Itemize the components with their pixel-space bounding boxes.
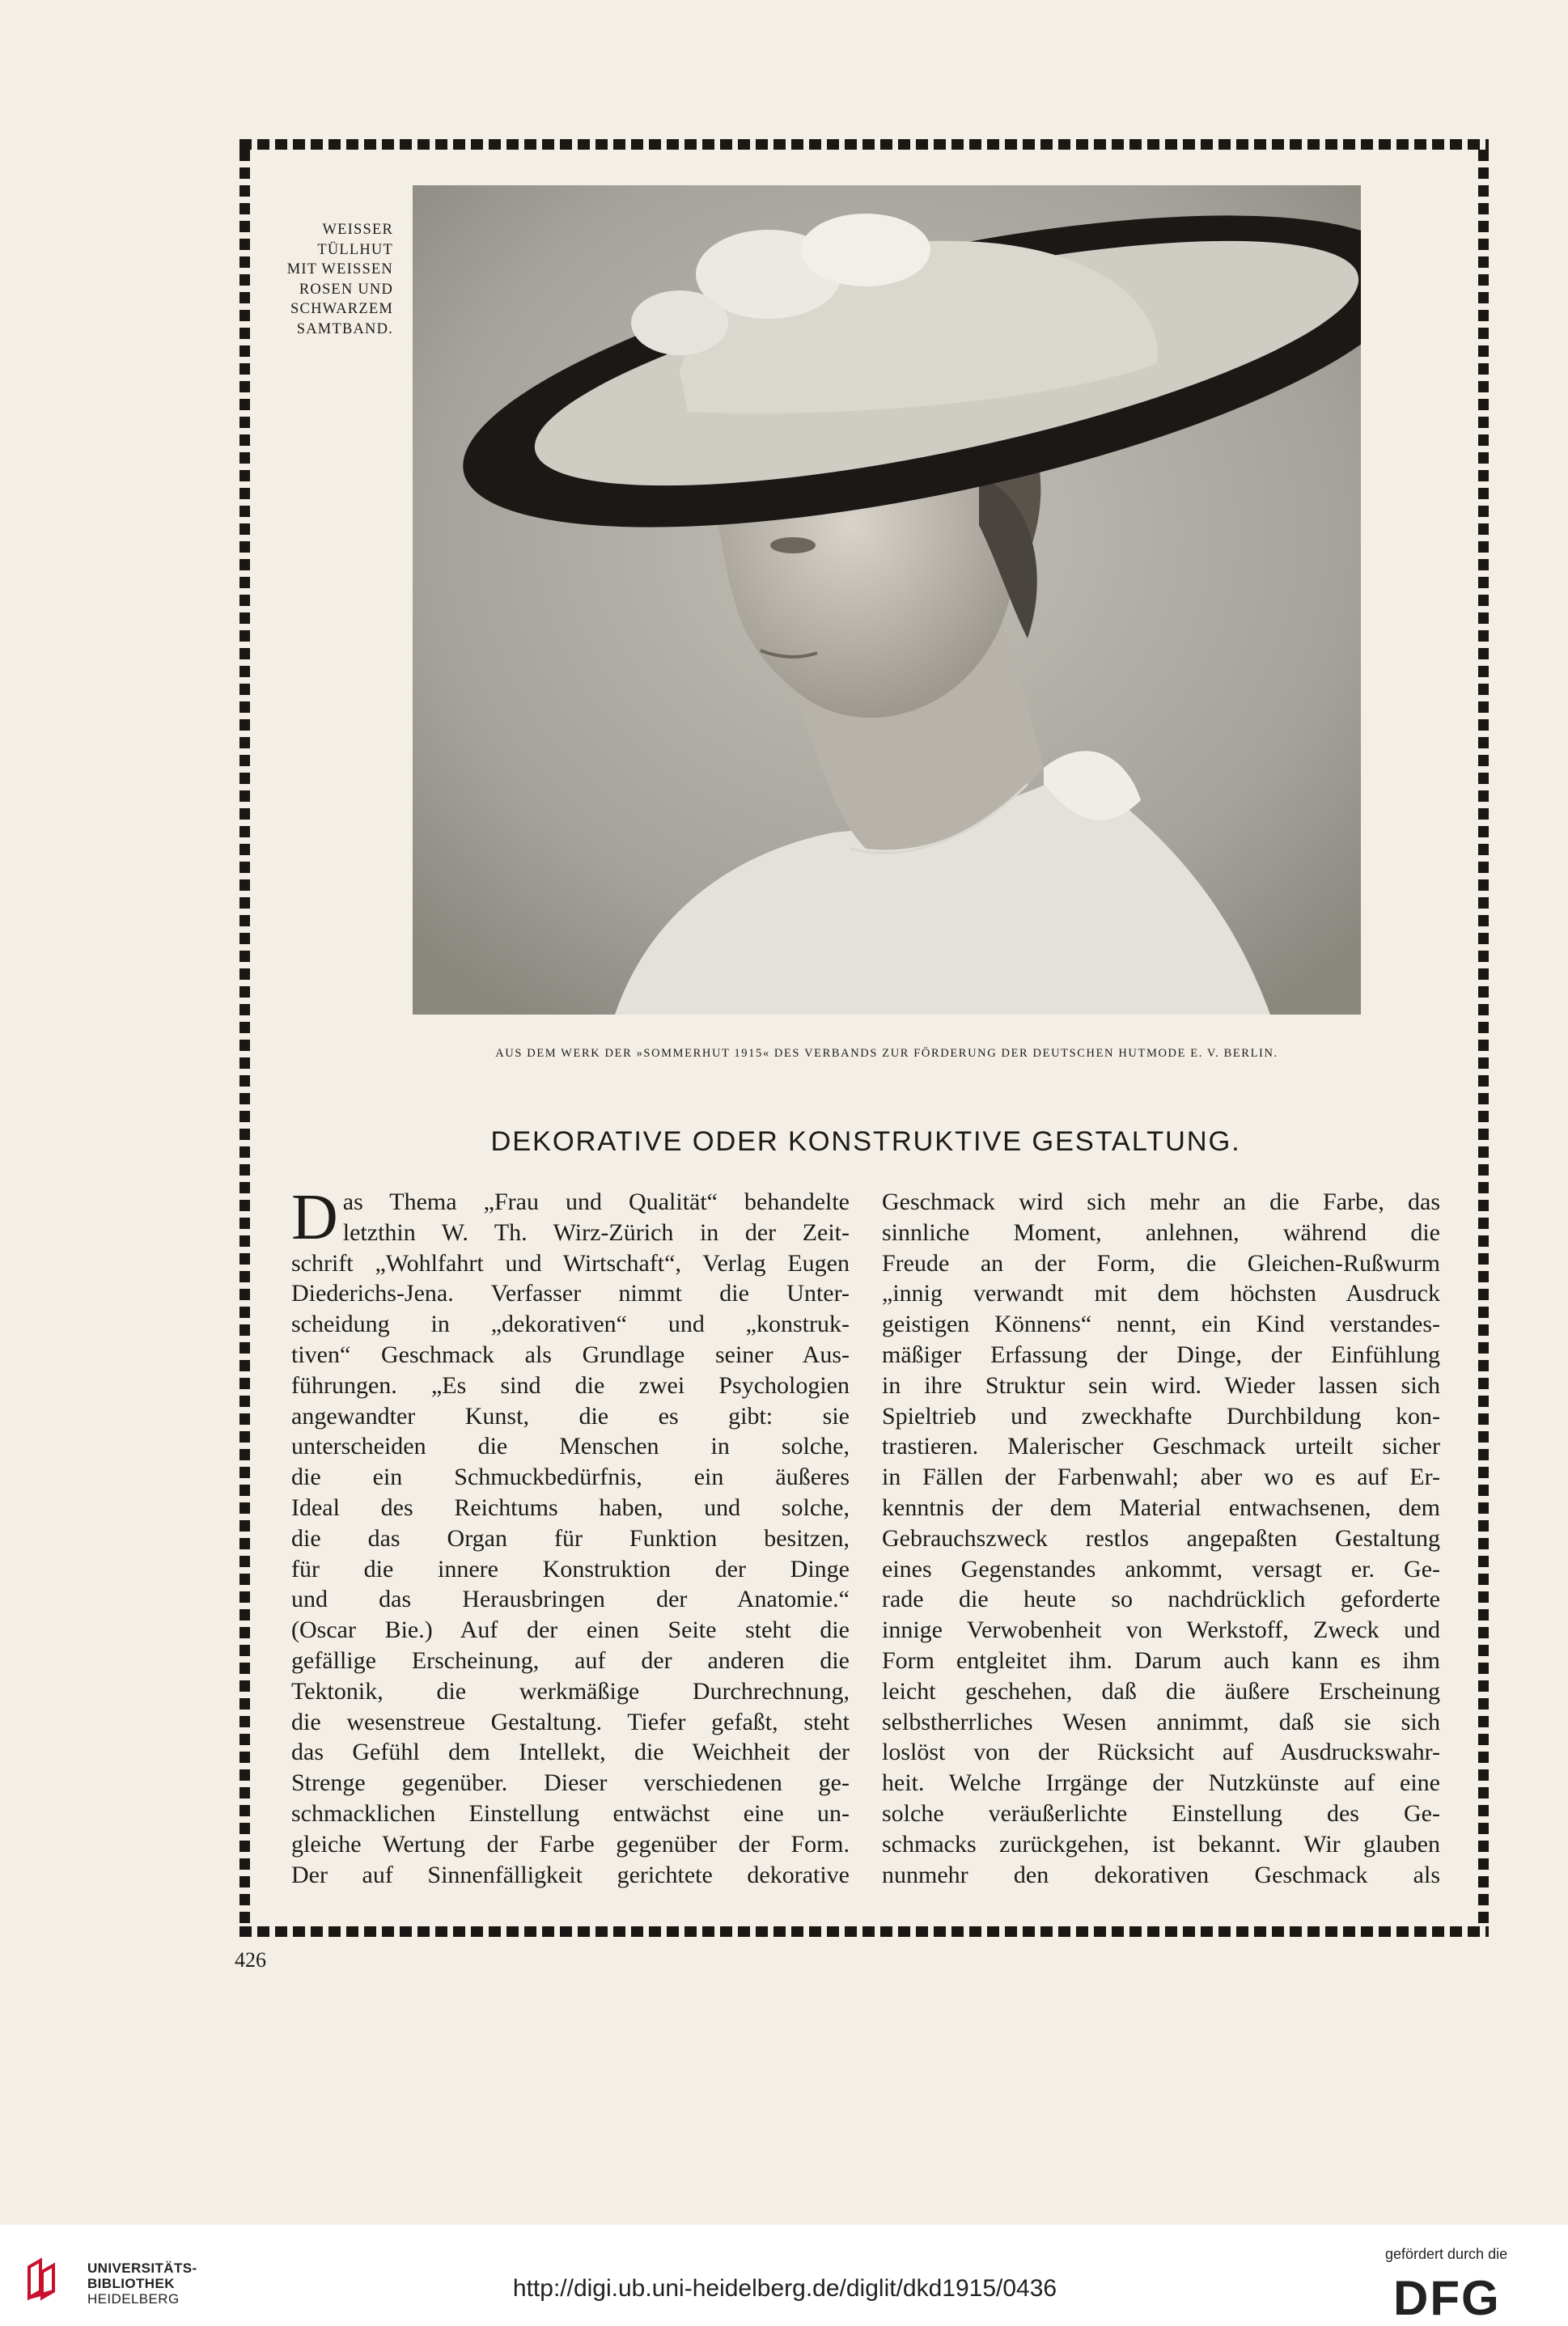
portrait-photo — [413, 185, 1361, 1015]
text-line: Ideal des Reichtums haben, und solche, — [291, 1493, 850, 1521]
text-line: mäßiger Erfassung der Dinge, der Einfühlung — [882, 1341, 1440, 1368]
text-line: Freude an der Form, die Gleichen-Rußwurm — [882, 1249, 1440, 1277]
text-line: Diederichs-Jena. Verfasser nimmt die Unter- — [291, 1280, 850, 1307]
source-url-link[interactable]: http://digi.ub.uni-heidelberg.de/diglit/dkd1915/0436 — [512, 2275, 1057, 2302]
text-line: schmacks zurückgehen, ist bekannt. Wir glauben — [882, 1830, 1440, 1858]
footer-bar — [0, 2225, 1568, 2324]
page-number: 426 — [235, 1948, 266, 1972]
text-line: selbstherrliches Wesen annimmt, daß sie sich — [882, 1708, 1440, 1735]
text-line: schrift „Wohlfahrt und Wirtschaft“, Verlag Eugen — [291, 1249, 850, 1277]
drop-cap: D — [291, 1182, 338, 1253]
text-line: die ein Schmuckbedürfnis, ein äußeres — [291, 1464, 850, 1491]
library-name — [87, 2260, 197, 2307]
decorative-border-top — [239, 139, 1489, 150]
text-line: das Gefühl dem Intellekt, die Weichheit der — [291, 1739, 850, 1766]
decorative-border-bottom — [239, 1926, 1489, 1937]
text-line: Tektonik, die werkmäßige Durchrechnung, — [291, 1677, 850, 1705]
side-caption-line: ROSEN UND — [299, 281, 393, 298]
dfg-logo: DFG — [1393, 2271, 1501, 2325]
text-line: für die innere Konstruktion der Dinge — [291, 1555, 850, 1582]
text-line: geistigen Könnens“ nennt, ein Kind verstandes- — [882, 1311, 1440, 1338]
photo-side-caption — [257, 220, 393, 340]
text-line: die wesenstreue Gestaltung. Tiefer gefaßt, steht — [291, 1708, 850, 1735]
text-line: kenntnis der dem Material entwachsenen, dem — [882, 1493, 1440, 1521]
text-line: tiven“ Geschmack als Grundlage seiner Aus- — [291, 1341, 850, 1368]
text-line: unterscheiden die Menschen in solche, — [291, 1433, 850, 1460]
article-title: DEKORATIVE ODER KONSTRUKTIVE GESTALTUNG. — [490, 1126, 1241, 1157]
text-line: heit. Welche Irrgänge der Nutzkünste auf eine — [882, 1769, 1440, 1797]
text-line: und das Herausbringen der Anatomie.“ — [291, 1586, 850, 1613]
text-line: letzthin W. Th. Wirz-Zürich in der Zeit- — [342, 1218, 850, 1246]
text-line: innige Verwobenheit von Werkstoff, Zweck und — [882, 1616, 1440, 1644]
side-caption-line: SAMTBAND. — [296, 320, 393, 337]
text-column-right — [882, 1187, 1440, 1890]
text-line: führungen. „Es sind die zwei Psychologien — [291, 1371, 850, 1399]
text-line: gefällige Erscheinung, auf der anderen die — [291, 1646, 850, 1674]
text-line: gleiche Wertung der Farbe gegenüber der Form. — [291, 1830, 850, 1858]
text-line: Gebrauchszweck restlos angepaßten Gestaltung — [882, 1524, 1440, 1552]
decorative-border-right — [1478, 150, 1489, 1926]
side-caption-line: SCHWARZEM — [290, 301, 393, 318]
library-name-line: UNIVERSITÄTS- — [87, 2260, 197, 2276]
text-line: „innig verwandt mit dem höchsten Ausdruck — [882, 1280, 1440, 1307]
library-name-line: HEIDELBERG — [87, 2291, 180, 2307]
text-line: eines Gegenstandes ankommt, versagt er. Ge- — [882, 1555, 1440, 1582]
side-caption-line: MIT WEISSEN — [286, 261, 393, 278]
university-library-logo-icon — [23, 2256, 71, 2304]
text-line: Der auf Sinnenfälligkeit gerichtete dekorative — [291, 1861, 850, 1888]
text-line: Geschmack wird sich mehr an die Farbe, das — [882, 1188, 1440, 1215]
library-name-line: BIBLIOTHEK — [87, 2276, 175, 2291]
side-caption-line: WEISSER — [322, 222, 393, 238]
text-line: loslöst von der Rücksicht auf Ausdruckswahr- — [882, 1739, 1440, 1766]
photo-credit: AUS DEM WERK DER »SOMMERHUT 1915« DES VERBANDS ZUR FÖRDERUNG DER DEUTSCHEN HUTMODE E. V. BERLIN. — [495, 1047, 1278, 1060]
text-line: leicht geschehen, daß die äußere Erscheinung — [882, 1677, 1440, 1705]
text-line: nunmehr den dekorativen Geschmack als — [882, 1861, 1440, 1888]
text-line: angewandter Kunst, die es gibt: sie — [291, 1402, 850, 1430]
portrait-illustration — [413, 185, 1361, 1015]
text-line: scheidung in „dekorativen“ und „konstruk- — [291, 1311, 850, 1338]
decorative-border-left — [239, 150, 250, 1926]
text-line: (Oscar Bie.) Auf der einen Seite steht die — [291, 1616, 850, 1644]
text-column-left — [291, 1182, 850, 1890]
text-line: solche veräußerlichte Einstellung des Ge- — [882, 1799, 1440, 1827]
text-line: Form entgleitet ihm. Darum auch kann es ihm — [882, 1646, 1440, 1674]
text-line: rade die heute so nachdrücklich geforderte — [882, 1586, 1440, 1613]
text-line: die das Organ für Funktion besitzen, — [291, 1524, 850, 1552]
text-line: as Thema „Frau und Qualität“ behandelte — [342, 1188, 850, 1215]
funding-label: gefördert durch die — [1385, 2246, 1508, 2262]
text-line: in Fällen der Farbenwahl; aber wo es auf Er- — [882, 1464, 1440, 1491]
text-line: Spieltrieb und zweckhafte Durchbildung kon- — [882, 1402, 1440, 1430]
text-line: in ihre Struktur sein wird. Wieder lassen sich — [882, 1371, 1440, 1399]
side-caption-line: TÜLLHUT — [317, 241, 393, 258]
text-line: trastieren. Malerischer Geschmack urteilt sicher — [882, 1433, 1440, 1460]
text-line: sinnliche Moment, anlehnen, während die — [882, 1218, 1440, 1246]
text-line: Strenge gegenüber. Dieser verschiedenen ge- — [291, 1769, 850, 1797]
text-line: schmacklichen Einstellung entwächst eine un- — [291, 1799, 850, 1827]
